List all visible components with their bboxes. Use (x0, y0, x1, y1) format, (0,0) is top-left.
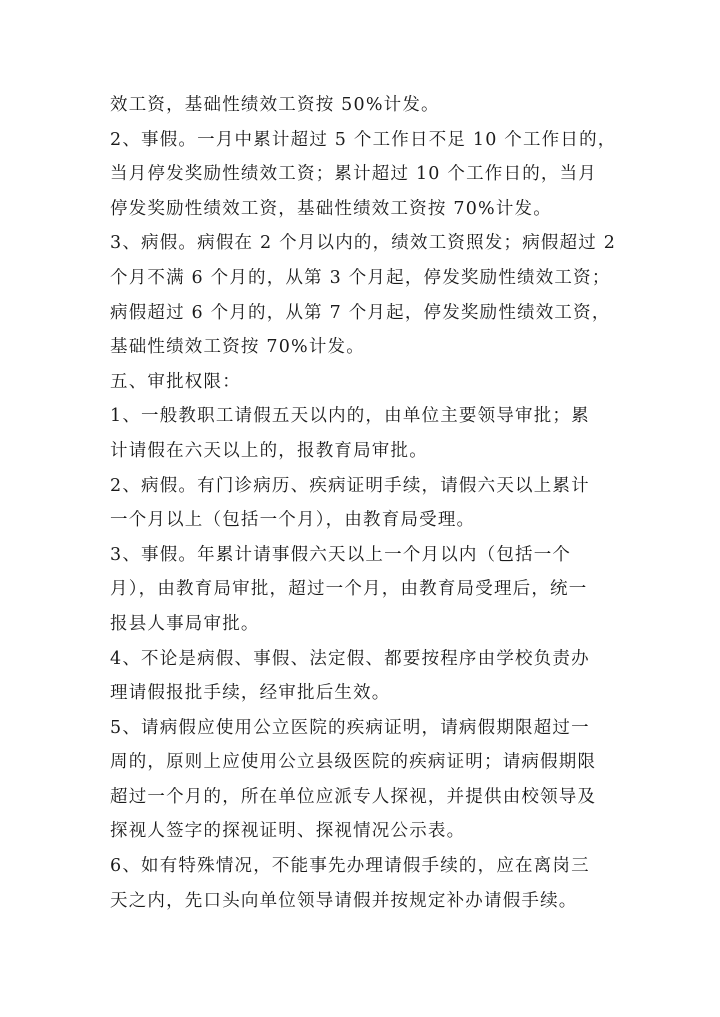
section-heading: 五、审批权限： (110, 371, 241, 392)
text-line: 3、病假。病假在 2 个月以内的，绩效工资照发；病假超过 2 (110, 233, 617, 254)
text-line: 天之内，先口头向单位领导请假并按规定补办请假手续。 (110, 890, 578, 911)
text-line: 周的，原则上应使用公立县级医院的疾病证明；请病假期限 (110, 752, 597, 773)
text-line: 3、事假。年累计请事假六天以上一个月以内（包括一个 (110, 544, 572, 565)
text-line: 4、不论是病假、事假、法定假、都要按程序由学校负责办 (110, 648, 590, 669)
text-line: 探视人签字的探视证明、探视情况公示表。 (110, 821, 466, 842)
text-line: 5、请病假应使用公立医院的疾病证明，请病假期限超过一 (110, 717, 590, 738)
text-line: 月），由教育局审批，超过一个月，由教育局受理后，统一 (110, 579, 588, 600)
text-line: 停发奖励性绩效工资，基础性绩效工资按 70%计发。 (110, 198, 552, 219)
text-line: 超过一个月的，所在单位应派专人探视，并提供由校领导及 (110, 786, 597, 807)
text-line: 一个月以上（包括一个月），由教育局受理。 (110, 510, 476, 531)
text-line: 计请假在六天以上的，报教育局审批。 (110, 440, 428, 461)
text-line: 1、一般教职工请假五天以内的，由单位主要领导审批；累 (110, 406, 590, 427)
text-line: 6、如有特殊情况，不能事先办理请假手续的，应在离岗三 (110, 856, 590, 877)
document-body (110, 88, 630, 918)
text-line: 个月不满 6 个月的，从第 3 个月起，停发奖励性绩效工资； (110, 267, 611, 288)
text-line: 病假超过 6 个月的，从第 7 个月起，停发奖励性绩效工资， (110, 302, 611, 323)
text-line: 理请假报批手续，经审批后生效。 (110, 683, 391, 704)
text-line: 当月停发奖励性绩效工资；累计超过 10 个工作日的，当月 (110, 164, 597, 185)
text-line: 报县人事局审批。 (110, 613, 260, 634)
text-line: 效工资，基础性绩效工资按 50%计发。 (110, 95, 440, 115)
text-line: 2、事假。一月中累计超过 5 个工作日不足 10 个工作日的， (110, 129, 617, 150)
text-line: 2、病假。有门诊病历、疾病证明手续，请假六天以上累计 (110, 475, 590, 496)
text-line: 基础性绩效工资按 70%计发。 (110, 337, 365, 358)
